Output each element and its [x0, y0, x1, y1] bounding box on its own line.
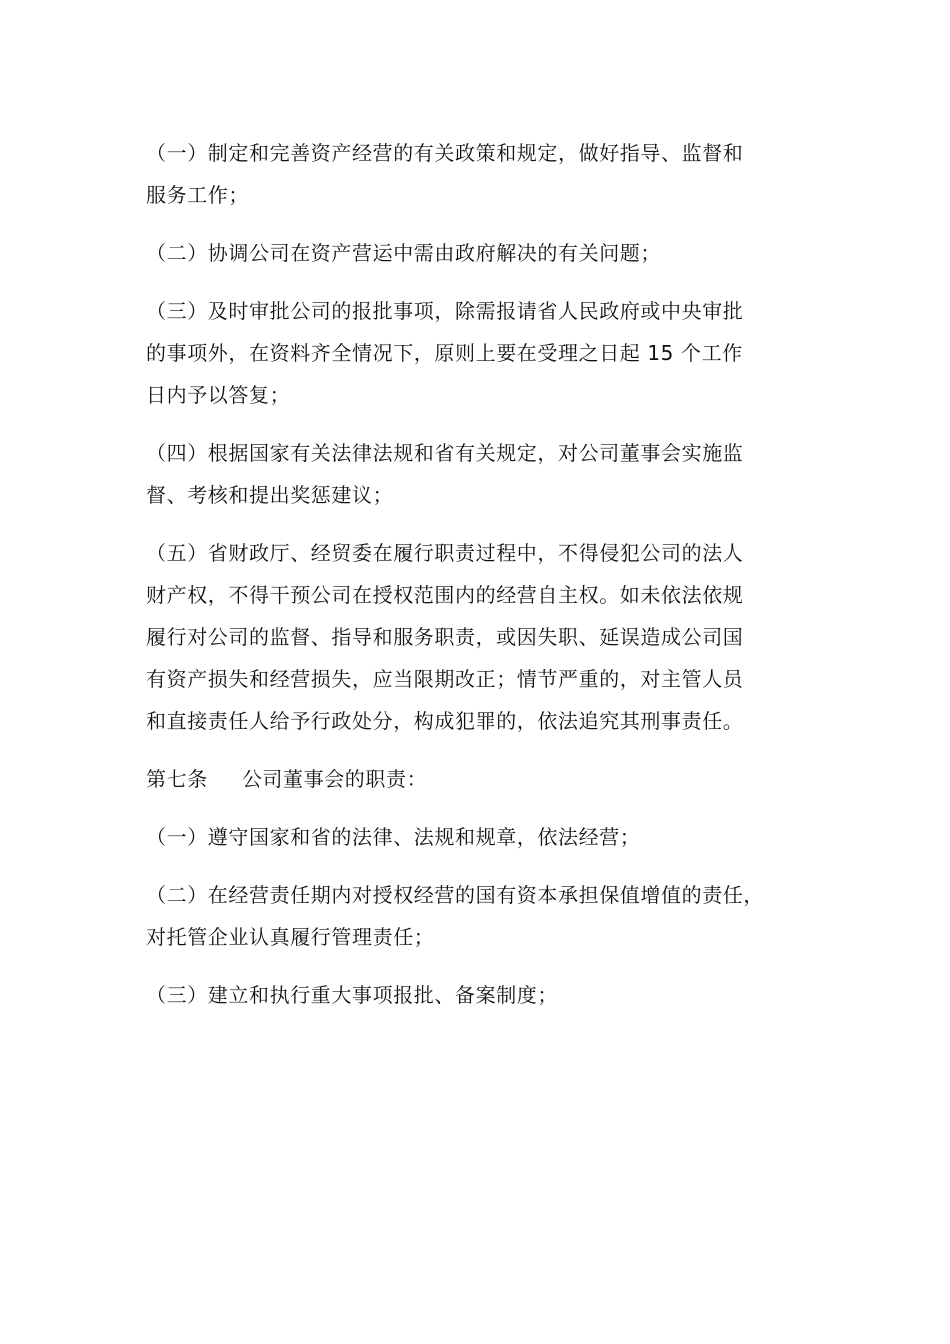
paragraph-line: 日内予以答复；	[146, 383, 291, 407]
paragraph-line: （四）根据国家有关法律法规和省有关规定，对公司董事会实施监	[146, 441, 744, 465]
paragraph-line: （二）协调公司在资产营运中需由政府解决的有关问题；	[146, 241, 661, 265]
paragraph-line: （二）在经营责任期内对授权经营的国有资本承担保值增值的责任，	[146, 883, 764, 907]
article-title: 公司董事会的职责：	[241, 767, 428, 791]
paragraph-item-4	[146, 432, 811, 516]
document-body	[146, 132, 811, 1032]
paragraph-line: 对托管企业认真履行管理责任；	[146, 925, 435, 949]
paragraph-line: （一）遵守国家和省的法律、法规和规章，依法经营；	[146, 825, 641, 849]
paragraph-line: （五）省财政厅、经贸委在履行职责过程中，不得侵犯公司的法人	[146, 541, 744, 565]
article-paragraph-item-3	[146, 974, 811, 1016]
paragraph-line: 督、考核和提出奖惩建议；	[146, 483, 394, 507]
paragraph-line: 有资产损失和经营损失，应当限期改正；情节严重的，对主管人员	[146, 667, 744, 691]
paragraph-line: （三）建立和执行重大事项报批、备案制度；	[146, 983, 558, 1007]
article-heading-line	[146, 758, 811, 800]
article-number: 第七条	[146, 767, 208, 791]
paragraph-line: 服务工作；	[146, 183, 249, 207]
paragraph-line: （三）及时审批公司的报批事项，除需报请省人民政府或中央审批	[146, 299, 744, 323]
article-paragraph-item-1	[146, 816, 811, 858]
paragraph-line: 和直接责任人给予行政处分，构成犯罪的，依法追究其刑事责任。	[146, 709, 744, 733]
paragraph-line: 财产权，不得干预公司在授权范围内的经营自主权。如未依法依规	[146, 583, 744, 607]
paragraph-item-3	[146, 290, 811, 416]
article-paragraph-item-2	[146, 874, 811, 958]
paragraph-line: （一）制定和完善资产经营的有关政策和规定，做好指导、监督和	[146, 141, 744, 165]
paragraph-item-1	[146, 132, 811, 216]
paragraph-line: 履行对公司的监督、指导和服务职责，或因失职、延误造成公司国	[146, 625, 744, 649]
paragraph-item-2	[146, 232, 811, 274]
paragraph-line: 的事项外，在资料齐全情况下，原则上要在受理之日起 15 个工作	[146, 341, 743, 365]
paragraph-item-5	[146, 532, 811, 742]
article-heading	[146, 758, 811, 800]
